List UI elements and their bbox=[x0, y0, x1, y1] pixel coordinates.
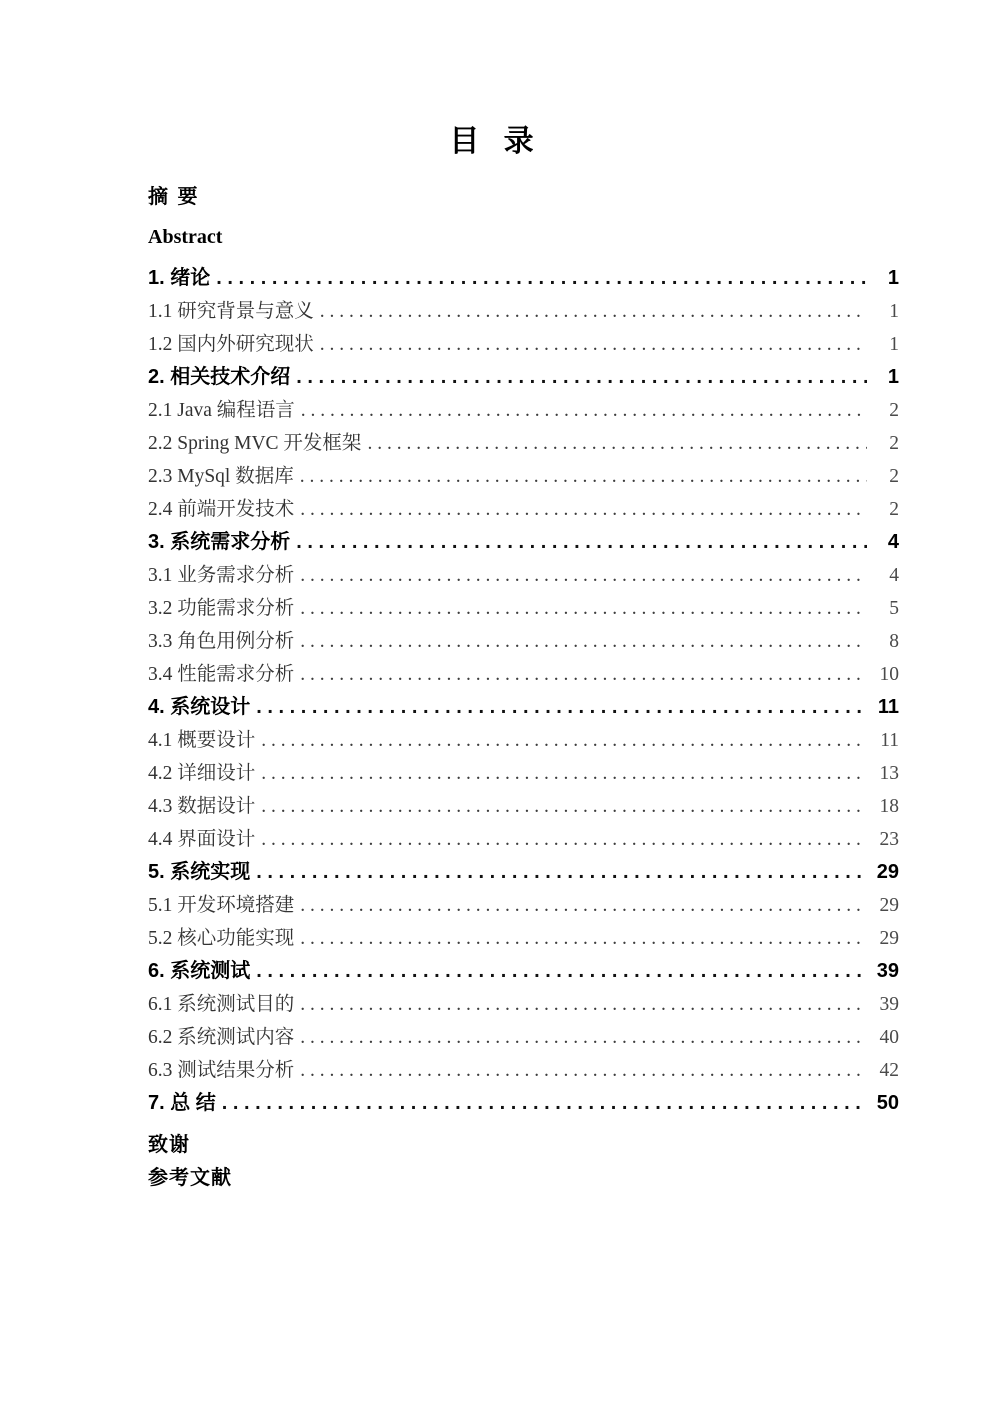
toc-entry-label: 6.3 测试结果分析 bbox=[148, 1060, 295, 1081]
toc-entry[interactable] bbox=[148, 460, 899, 493]
front-matter-item: 摘 要 bbox=[148, 186, 200, 208]
toc-entry-label: 4. 系统设计 bbox=[148, 696, 251, 718]
toc-entry-label: 4.1 概要设计 bbox=[148, 730, 256, 751]
toc-entry-page: 23 bbox=[879, 829, 899, 850]
toc-entry[interactable] bbox=[148, 955, 899, 988]
dot-leader bbox=[261, 757, 867, 790]
toc-entry-label: 3. 系统需求分析 bbox=[148, 531, 291, 553]
toc-entry-label: 5. 系统实现 bbox=[148, 861, 251, 883]
toc-entry-label: 3.1 业务需求分析 bbox=[148, 565, 295, 586]
toc-entry-label: 6.1 系统测试目的 bbox=[148, 994, 295, 1015]
toc-entry[interactable] bbox=[148, 658, 899, 691]
dot-leader bbox=[300, 559, 867, 592]
toc-entry-page: 29 bbox=[879, 928, 899, 949]
toc-entry-page: 4 bbox=[887, 531, 899, 553]
dot-leader bbox=[300, 625, 867, 658]
toc-entry-page: 1 bbox=[889, 301, 899, 322]
toc-entry-label: 2.3 MySql 数据库 bbox=[148, 466, 294, 487]
toc-entry-page: 29 bbox=[879, 895, 899, 916]
toc-entry-page: 13 bbox=[879, 763, 899, 784]
toc-entry[interactable] bbox=[148, 1087, 899, 1120]
toc-entry-label: 1.2 国内外研究现状 bbox=[148, 334, 314, 355]
toc-entry[interactable] bbox=[148, 493, 899, 526]
toc-entry[interactable] bbox=[148, 724, 899, 757]
toc-entry-page: 18 bbox=[879, 796, 899, 817]
toc-entry-page: 1 bbox=[887, 366, 899, 388]
toc-entry-label: 5.1 开发环境搭建 bbox=[148, 895, 295, 916]
dot-leader bbox=[320, 328, 867, 361]
toc-body bbox=[148, 182, 899, 1195]
page-title: 目 录 bbox=[449, 125, 542, 158]
toc-entry-label: 5.2 核心功能实现 bbox=[148, 928, 295, 949]
toc-entry-label: 6.2 系统测试内容 bbox=[148, 1027, 295, 1048]
toc-entry-page: 40 bbox=[879, 1027, 899, 1048]
toc-entry-label: 3.4 性能需求分析 bbox=[148, 664, 295, 685]
toc-entry-page: 11 bbox=[877, 696, 899, 718]
dot-leader bbox=[256, 856, 867, 889]
dot-leader bbox=[296, 526, 867, 559]
dot-leader bbox=[261, 823, 867, 856]
toc-entry-page: 11 bbox=[880, 730, 899, 751]
toc-entry-page: 2 bbox=[889, 466, 899, 487]
toc-entry-page: 5 bbox=[889, 598, 899, 619]
dot-leader bbox=[256, 955, 867, 988]
toc-entry[interactable] bbox=[148, 625, 899, 658]
toc-entry-label: 2.2 Spring MVC 开发框架 bbox=[148, 433, 362, 454]
dot-leader bbox=[261, 790, 867, 823]
toc-entry[interactable] bbox=[148, 526, 899, 559]
toc-entry-page: 8 bbox=[889, 631, 899, 652]
toc-entry[interactable] bbox=[148, 889, 899, 922]
toc-entry-label: 1. 绪论 bbox=[148, 267, 211, 289]
toc-entry-label: 6. 系统测试 bbox=[148, 960, 251, 982]
dot-leader bbox=[300, 592, 867, 625]
toc-entry-label: 2. 相关技术介绍 bbox=[148, 366, 291, 388]
toc-entry-label: 3.2 功能需求分析 bbox=[148, 598, 295, 619]
toc-entry-page: 39 bbox=[876, 960, 899, 982]
dot-leader bbox=[301, 394, 867, 427]
toc-entry-page: 29 bbox=[876, 861, 899, 883]
toc-entry[interactable] bbox=[148, 394, 899, 427]
dot-leader bbox=[300, 493, 867, 526]
toc-entry[interactable] bbox=[148, 790, 899, 823]
toc-entry[interactable] bbox=[148, 295, 899, 328]
toc-entry-page: 2 bbox=[889, 433, 899, 454]
toc-entry-label: 4.3 数据设计 bbox=[148, 796, 256, 817]
toc-entry-label: 1.1 研究背景与意义 bbox=[148, 301, 314, 322]
toc-entry[interactable] bbox=[148, 427, 899, 460]
toc-entry[interactable] bbox=[148, 1054, 899, 1087]
back-matter-item: 参考文献 bbox=[148, 1167, 232, 1189]
toc-entry-page: 2 bbox=[889, 400, 899, 421]
back-matter-item: 致谢 bbox=[148, 1134, 190, 1156]
dot-leader bbox=[300, 988, 867, 1021]
toc-entry[interactable] bbox=[148, 922, 899, 955]
toc-entry[interactable] bbox=[148, 559, 899, 592]
front-matter bbox=[148, 182, 899, 252]
toc-entry[interactable] bbox=[148, 823, 899, 856]
dot-leader bbox=[300, 658, 867, 691]
toc-entry[interactable] bbox=[148, 757, 899, 790]
dot-leader bbox=[300, 922, 867, 955]
back-matter bbox=[148, 1129, 899, 1195]
toc-entry-page: 4 bbox=[889, 565, 899, 586]
dot-leader bbox=[367, 427, 867, 460]
toc-entries bbox=[148, 262, 899, 1120]
toc-entry-label: 3.3 角色用例分析 bbox=[148, 631, 295, 652]
dot-leader bbox=[300, 1021, 867, 1054]
dot-leader bbox=[261, 724, 867, 757]
toc-entry-label: 7. 总 结 bbox=[148, 1092, 216, 1114]
toc-entry-label: 2.4 前端开发技术 bbox=[148, 499, 295, 520]
toc-entry-label: 2.1 Java 编程语言 bbox=[148, 400, 295, 421]
toc-entry[interactable] bbox=[148, 361, 899, 394]
dot-leader bbox=[222, 1087, 867, 1120]
dot-leader bbox=[216, 262, 867, 295]
toc-entry-label: 4.2 详细设计 bbox=[148, 763, 256, 784]
toc-entry[interactable] bbox=[148, 592, 899, 625]
toc-entry[interactable] bbox=[148, 988, 899, 1021]
toc-entry-page: 1 bbox=[887, 267, 899, 289]
dot-leader bbox=[300, 460, 867, 493]
dot-leader bbox=[300, 889, 867, 922]
toc-entry[interactable] bbox=[148, 328, 899, 361]
dot-leader bbox=[296, 361, 867, 394]
toc-entry[interactable] bbox=[148, 262, 899, 295]
toc-entry-page: 42 bbox=[879, 1060, 899, 1081]
toc-entry-page: 2 bbox=[889, 499, 899, 520]
dot-leader bbox=[300, 1054, 867, 1087]
dot-leader bbox=[320, 295, 867, 328]
front-matter-item: Abstract bbox=[148, 226, 223, 248]
toc-entry-page: 1 bbox=[889, 334, 899, 355]
toc-entry-page: 10 bbox=[879, 664, 899, 685]
toc-entry[interactable] bbox=[148, 1021, 899, 1054]
toc-entry[interactable] bbox=[148, 856, 899, 889]
toc-entry-page: 50 bbox=[876, 1092, 899, 1114]
toc-entry-page: 39 bbox=[879, 994, 899, 1015]
dot-leader bbox=[256, 691, 867, 724]
toc-entry[interactable] bbox=[148, 691, 899, 724]
toc-entry-label: 4.4 界面设计 bbox=[148, 829, 256, 850]
